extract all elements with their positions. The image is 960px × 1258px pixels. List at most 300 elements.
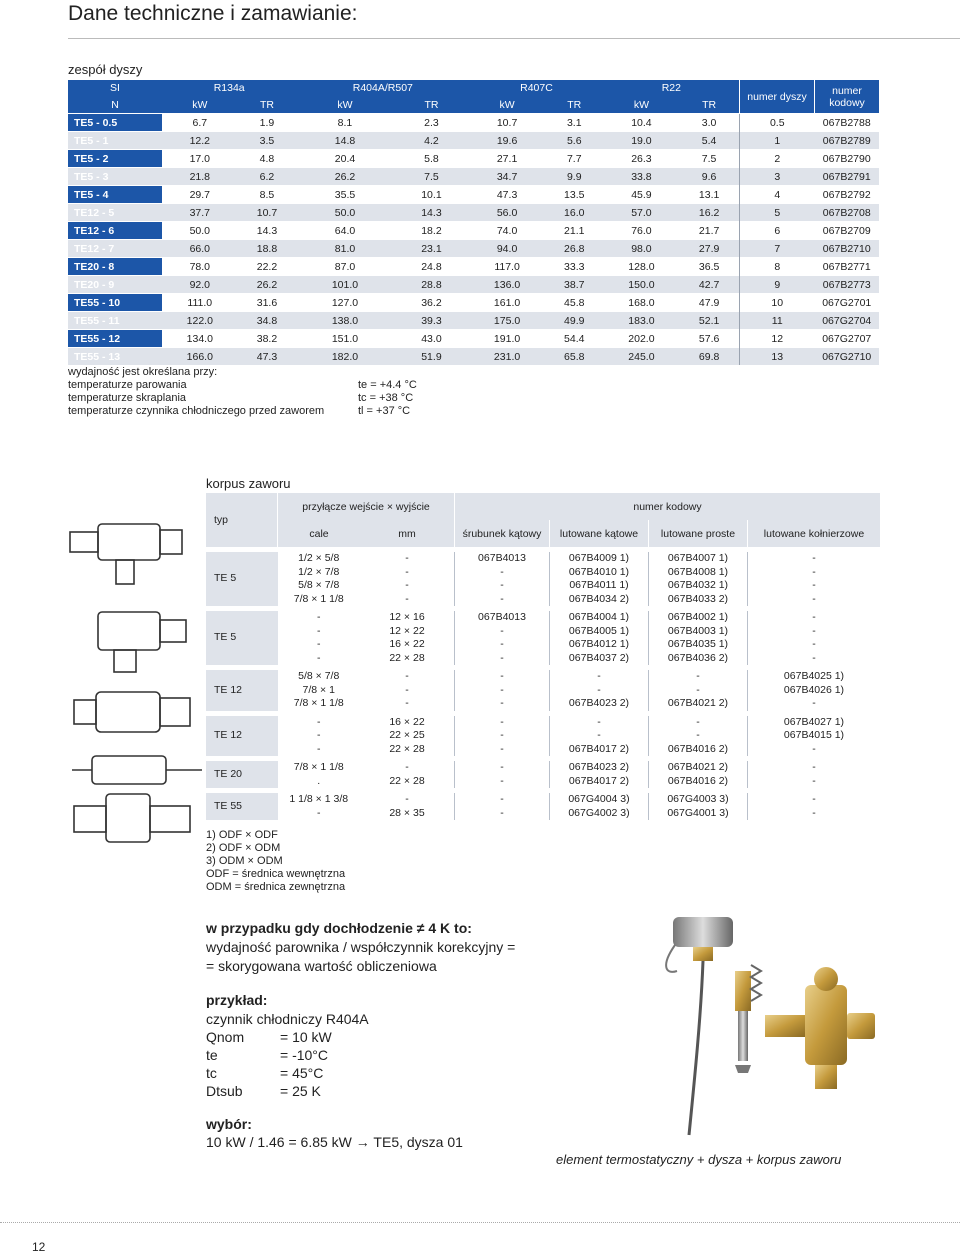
header-solder-flange: lutowane kołnierzowe [748,520,881,550]
valve-flare-value: - [500,624,504,637]
valve-angle-value: 067B4034 2) [568,592,630,605]
valve-straight-value: 067B4008 1) [667,565,729,578]
valve-assembly-photo [655,905,880,1140]
header-flare: śrubunek kątowy [455,520,550,550]
valve-flare-value: - [500,793,504,805]
header-orifice-number: numer dyszy [740,80,815,114]
bottom-divider [0,1222,960,1223]
valve-mm-cell [360,668,455,714]
valve-angle-value: 067B4012 1) [568,638,630,650]
header-r407c: R407C [469,80,603,96]
table-cell: 067G2710 [815,348,880,366]
table-cell: 182.0 [296,348,393,366]
table-cell: 14.8 [296,132,393,150]
valve-straight-value: - [696,670,700,682]
valve-straight-value: 067B4002 1) [667,611,729,623]
valve-mm-value: 28 × 35 [389,806,425,819]
valve-flange-value: - [812,793,816,805]
valve-angle-value: - [597,729,601,741]
valve-straight-cell [649,550,748,609]
table-cell: 14.3 [238,222,297,240]
table-cell: 21.1 [545,222,604,240]
orifice-table [68,80,879,365]
row-label: TE5 - 1 [68,132,162,150]
table-cell: 51.9 [394,348,470,366]
valve-mm-value: - [405,697,409,709]
valve-flange-cell [748,668,881,714]
valve-flare-value: - [500,638,504,650]
valve-inch-value: . [317,774,321,787]
table-cell: 38.7 [545,276,604,294]
valve-flare-cell [455,791,550,821]
header-type: typ [206,493,278,550]
valve-flare-cell [455,550,550,609]
valve-inch-value: 1 1/8 × 1 3/8 [289,793,349,805]
table-cell: 27.9 [679,240,739,258]
table-cell: 24.8 [394,258,470,276]
valve-angle-cell [550,759,649,791]
header-connection: przyłącze wejście × wyjście [278,493,455,520]
param-value: = 25 K [280,1083,321,1099]
page-number: 12 [32,1240,46,1254]
param-key: Qnom [206,1029,245,1045]
header-code: numer kodowy [455,493,881,520]
selection-heading: wybór: [206,1116,252,1132]
table-cell: 8.1 [296,114,393,132]
table-cell: 13.1 [679,186,739,204]
table-cell: 21.7 [679,222,739,240]
table-cell: 128.0 [604,258,680,276]
valve-group-row [206,668,880,714]
table-cell: 12 [740,330,815,348]
header-mm: mm [360,520,455,550]
valve-angle-value: 067B4009 1) [568,552,630,564]
valve-flare-cell [455,668,550,714]
sub-header: TR [679,96,739,114]
table-cell: 6.2 [238,168,297,186]
table-cell: 28.8 [394,276,470,294]
valve-inch-value: 7/8 × 1 1/8 [293,697,344,709]
table-cell: 81.0 [296,240,393,258]
valve-mm-value: 16 × 22 [389,638,425,650]
valve-type: TE 55 [206,791,278,821]
table-cell: 067B2790 [815,150,880,168]
table-cell: 18.2 [394,222,470,240]
param-value: = 45°C [280,1065,324,1081]
valve-straight-value: 067B4036 2) [667,651,729,664]
table-cell: 69.8 [679,348,739,366]
valve-angle-cell [550,713,649,759]
valve-inch-value: 7/8 × 1 [302,683,335,696]
valve-mm-value: - [405,579,409,591]
row-label: TE5 - 4 [68,186,162,204]
valve-straight-value: 067B4016 2) [667,742,729,755]
valve-inch-cell [278,668,361,714]
valve-inch-value: 1/2 × 5/8 [298,552,340,564]
row-label: TE12 - 5 [68,204,162,222]
table-cell: 7.5 [394,168,470,186]
valve-straight-value: 067G4003 3) [667,793,729,805]
table-cell: 34.8 [238,312,297,330]
valve-group-row [206,759,880,791]
table-cell: 49.9 [545,312,604,330]
table-cell: 13 [740,348,815,366]
table-cell: 21.8 [162,168,238,186]
valve-flange-value: 067B4025 1) [783,670,845,682]
valve-inch-value: - [317,624,321,637]
valve-flare-cell [455,759,550,791]
table-cell: 161.0 [469,294,545,312]
table-cell: 175.0 [469,312,545,330]
valve-flange-value: - [812,697,816,709]
table-cell: 47.3 [469,186,545,204]
corner-n: N [68,96,162,114]
valve-type: TE 5 [206,609,278,668]
valve-angle-value: - [597,683,601,696]
valve-straight-cell [649,713,748,759]
value-tc: tc = +38 °C [358,392,414,404]
valve-flange-value: - [812,638,816,650]
table-cell: 29.7 [162,186,238,204]
table-cell: 38.2 [238,330,297,348]
valve-angle-value: 067B4005 1) [568,624,630,637]
valve-group-row [206,609,880,668]
valve-angle-cell [550,609,649,668]
table-cell: 067B2789 [815,132,880,150]
table-cell: 16.0 [545,204,604,222]
valve-straight-cell [649,791,748,821]
valve-flare-value: 067B4013 [478,611,526,623]
table-cell: 33.8 [604,168,680,186]
selection-text: 10 kW / 1.46 = 6.85 kW → TE5, dysza 01 [206,1134,463,1150]
valve-mm-value: - [405,761,409,773]
table-cell: 26.2 [296,168,393,186]
param-value: = 10 kW [280,1029,332,1045]
valve-inch-value: - [317,715,321,728]
table-cell: 45.9 [604,186,680,204]
sub-header: kW [296,96,393,114]
table-cell: 7 [740,240,815,258]
row-label: TE12 - 6 [68,222,162,240]
table-cell: 5 [740,204,815,222]
table-cell: 111.0 [162,294,238,312]
row-label: TE20 - 8 [68,258,162,276]
table-row [68,222,879,240]
valve-angle-value: 067G4002 3) [568,806,630,819]
table-cell: 26.8 [545,240,604,258]
capacity-notes-heading: wydajność jest określana przy: [68,366,218,378]
valve-flare-value: - [500,592,504,605]
valve-inch-cell [278,550,361,609]
corner-si: SI [68,80,162,96]
table-cell: 66.0 [162,240,238,258]
footnote: ODM = średnica zewnętrzna [206,881,346,893]
valve-straight-value: 067B4007 1) [667,552,729,564]
valve-inch-value: 5/8 × 7/8 [298,670,340,682]
valve-inch-value: - [317,806,321,819]
valve-body-table [206,493,880,820]
table-cell: 6.7 [162,114,238,132]
subcooling-line1: wydajność parownika / współczynnik korekcyjny = [206,939,516,955]
table-cell: 10.7 [469,114,545,132]
sub-header: kW [604,96,680,114]
header-r22: R22 [604,80,740,96]
table-cell: 35.5 [296,186,393,204]
valve-straight-value: 067B4021 2) [667,697,729,709]
valve-flange-value: - [812,651,816,664]
valve-mm-value: 22 × 28 [389,651,425,664]
valve-mm-value: - [405,670,409,682]
table-cell: 36.5 [679,258,739,276]
photo-caption: element termostatyczny + dysza + korpus zaworu [556,1152,842,1167]
table-cell: 166.0 [162,348,238,366]
table-cell: 10.1 [394,186,470,204]
header-code-number: numer kodowy [815,80,880,114]
table-cell: 067B2788 [815,114,880,132]
table-row [68,150,879,168]
valve-angle-value: - [597,670,601,682]
valve-angle-cell [550,668,649,714]
table-cell: 57.0 [604,204,680,222]
table-row [68,114,879,132]
header-inch: cale [278,520,361,550]
valve-angle-value: 067B4004 1) [568,611,630,623]
valve-group-row [206,713,880,759]
table-cell: 20.4 [296,150,393,168]
table-cell: 11 [740,312,815,330]
valve-flare-value: - [500,742,504,755]
capacity-values [358,379,417,418]
table-cell: 5.8 [394,150,470,168]
table-cell: 27.1 [469,150,545,168]
valve-flange-value: - [812,806,816,819]
valve-straight-value: 067G4001 3) [667,806,729,819]
row-label: TE55 - 11 [68,312,162,330]
valve-flange-value: - [812,742,816,755]
table-cell: 74.0 [469,222,545,240]
table-cell: 4.2 [394,132,470,150]
table-row [68,258,879,276]
table-cell: 37.7 [162,204,238,222]
valve-flare-value: - [500,651,504,664]
table-cell: 3.5 [238,132,297,150]
valve-flange-value: - [812,579,816,591]
table-cell: 16.2 [679,204,739,222]
sub-header: kW [469,96,545,114]
valve-flare-value: - [500,715,504,728]
table-cell: 52.1 [679,312,739,330]
table-cell: 87.0 [296,258,393,276]
table-cell: 117.0 [469,258,545,276]
table-row [68,312,879,330]
valve-angle-value: 067B4023 2) [568,761,630,773]
sub-header: TR [545,96,604,114]
valve-flare-value: 067B4013 [478,552,526,564]
table-cell: 22.2 [238,258,297,276]
valve-inch-value: - [317,651,321,664]
table-cell: 50.0 [296,204,393,222]
valve-flange-cell [748,713,881,759]
valve-mm-value: 12 × 16 [389,611,425,623]
valve-mm-value: 22 × 28 [389,742,425,755]
table-cell: 134.0 [162,330,238,348]
example-block [206,1010,369,1100]
table-cell: 8 [740,258,815,276]
valve-mm-cell [360,791,455,821]
table-cell: 136.0 [469,276,545,294]
valve-straight-value: 067B4032 1) [667,579,729,591]
page-title: Dane techniczne i zamawianie: [68,2,358,25]
table-row [68,276,879,294]
valve-flare-value: - [500,697,504,709]
table-cell: 64.0 [296,222,393,240]
table-cell: 101.0 [296,276,393,294]
table-cell: 12.2 [162,132,238,150]
valve-angle-value: 067B4017 2) [568,774,630,787]
value-te: te = +4.4 °C [358,379,417,391]
table-cell: 57.6 [679,330,739,348]
valve-flare-value: - [500,670,504,682]
valve-inch-value: 7/8 × 1 1/8 [293,592,344,605]
row-label: TE5 - 2 [68,150,162,168]
table-cell: 19.6 [469,132,545,150]
valve-section-label: korpus zaworu [206,476,291,491]
table-cell: 8.5 [238,186,297,204]
valve-inch-cell [278,609,361,668]
valve-mm-value: - [405,683,409,696]
table-cell: 98.0 [604,240,680,258]
subcooling-heading: w przypadku gdy dochłodzenie ≠ 4 K to: [206,920,472,936]
valve-angle-cell [550,791,649,821]
table-row [68,240,879,258]
valve-straight-value: - [696,683,700,696]
valve-straight-value: 067B4016 2) [667,774,729,787]
table-cell: 127.0 [296,294,393,312]
table-cell: 54.4 [545,330,604,348]
table-cell: 9.6 [679,168,739,186]
valve-flare-cell [455,713,550,759]
table-cell: 4.8 [238,150,297,168]
param-value: = -10°C [280,1047,329,1063]
table-cell: 5.4 [679,132,739,150]
valve-body-drawings [66,512,212,850]
valve-straight-value: 067B4003 1) [667,624,729,637]
table-cell: 067B2710 [815,240,880,258]
valve-angle-cell [550,550,649,609]
table-cell: 3.1 [545,114,604,132]
valve-mm-value: - [405,592,409,605]
row-label: TE55 - 12 [68,330,162,348]
valve-inch-cell [278,759,361,791]
valve-mm-value: 16 × 22 [389,715,425,728]
table-cell: 45.8 [545,294,604,312]
table-cell: 067B2773 [815,276,880,294]
valve-flare-value: - [500,579,504,591]
table-cell: 067B2771 [815,258,880,276]
table-cell: 067G2701 [815,294,880,312]
subcooling-text [206,938,515,976]
table-cell: 56.0 [469,204,545,222]
table-row [68,348,879,366]
valve-mm-value: 12 × 22 [389,624,425,637]
valve-mm-value: 22 × 28 [389,774,425,787]
table-row [68,330,879,348]
header-solder-straight: lutowane proste [649,520,748,550]
table-cell: 2.3 [394,114,470,132]
valve-straight-value: 067B4021 2) [667,761,729,773]
table-cell: 9.9 [545,168,604,186]
orifice-section-label: zespół dyszy [68,62,143,77]
valve-flare-value: - [500,683,504,696]
table-cell: 9 [740,276,815,294]
table-cell: 10.4 [604,114,680,132]
table-row [68,132,879,150]
row-label: TE12 - 7 [68,240,162,258]
valve-inch-value: 7/8 × 1 1/8 [293,761,344,773]
footnote: 1) ODF × ODF [206,829,278,841]
valve-type: TE 5 [206,550,278,609]
valve-flare-value: - [500,761,504,773]
table-row [68,168,879,186]
footnotes [206,829,345,894]
valve-flange-cell [748,550,881,609]
table-cell: 150.0 [604,276,680,294]
valve-inch-cell [278,713,361,759]
valve-flare-value: - [500,774,504,787]
table-cell: 183.0 [604,312,680,330]
table-cell: 23.1 [394,240,470,258]
valve-angle-value: 067B4010 1) [568,565,630,578]
table-cell: 43.0 [394,330,470,348]
table-cell: 26.2 [238,276,297,294]
valve-straight-cell [649,759,748,791]
title-divider [68,38,960,39]
valve-inch-value: - [317,742,321,755]
valve-straight-cell [649,668,748,714]
table-cell: 1 [740,132,815,150]
valve-flange-value: - [812,611,816,623]
table-cell: 067G2707 [815,330,880,348]
valve-mm-value: 22 × 25 [389,729,425,741]
table-cell: 231.0 [469,348,545,366]
table-cell: 94.0 [469,240,545,258]
sub-header: TR [238,96,297,114]
table-cell: 50.0 [162,222,238,240]
valve-mm-cell [360,609,455,668]
table-cell: 39.3 [394,312,470,330]
table-cell: 36.2 [394,294,470,312]
table-cell: 138.0 [296,312,393,330]
table-cell: 34.7 [469,168,545,186]
valve-inch-value: 1/2 × 7/8 [298,565,340,578]
valve-type: TE 12 [206,668,278,714]
table-cell: 18.8 [238,240,297,258]
sub-header: TR [394,96,470,114]
table-row [68,186,879,204]
row-label: TE5 - 3 [68,168,162,186]
row-label: TE20 - 9 [68,276,162,294]
valve-inch-value: - [317,638,321,650]
valve-group-row [206,791,880,821]
valve-flange-value: - [812,565,816,578]
table-cell: 31.6 [238,294,297,312]
valve-flange-value: 067B4026 1) [783,683,845,696]
table-cell: 33.3 [545,258,604,276]
valve-flange-value: 067B4015 1) [783,729,845,741]
valve-angle-value: - [597,715,601,728]
table-cell: 76.0 [604,222,680,240]
param-key: tc [206,1065,217,1081]
